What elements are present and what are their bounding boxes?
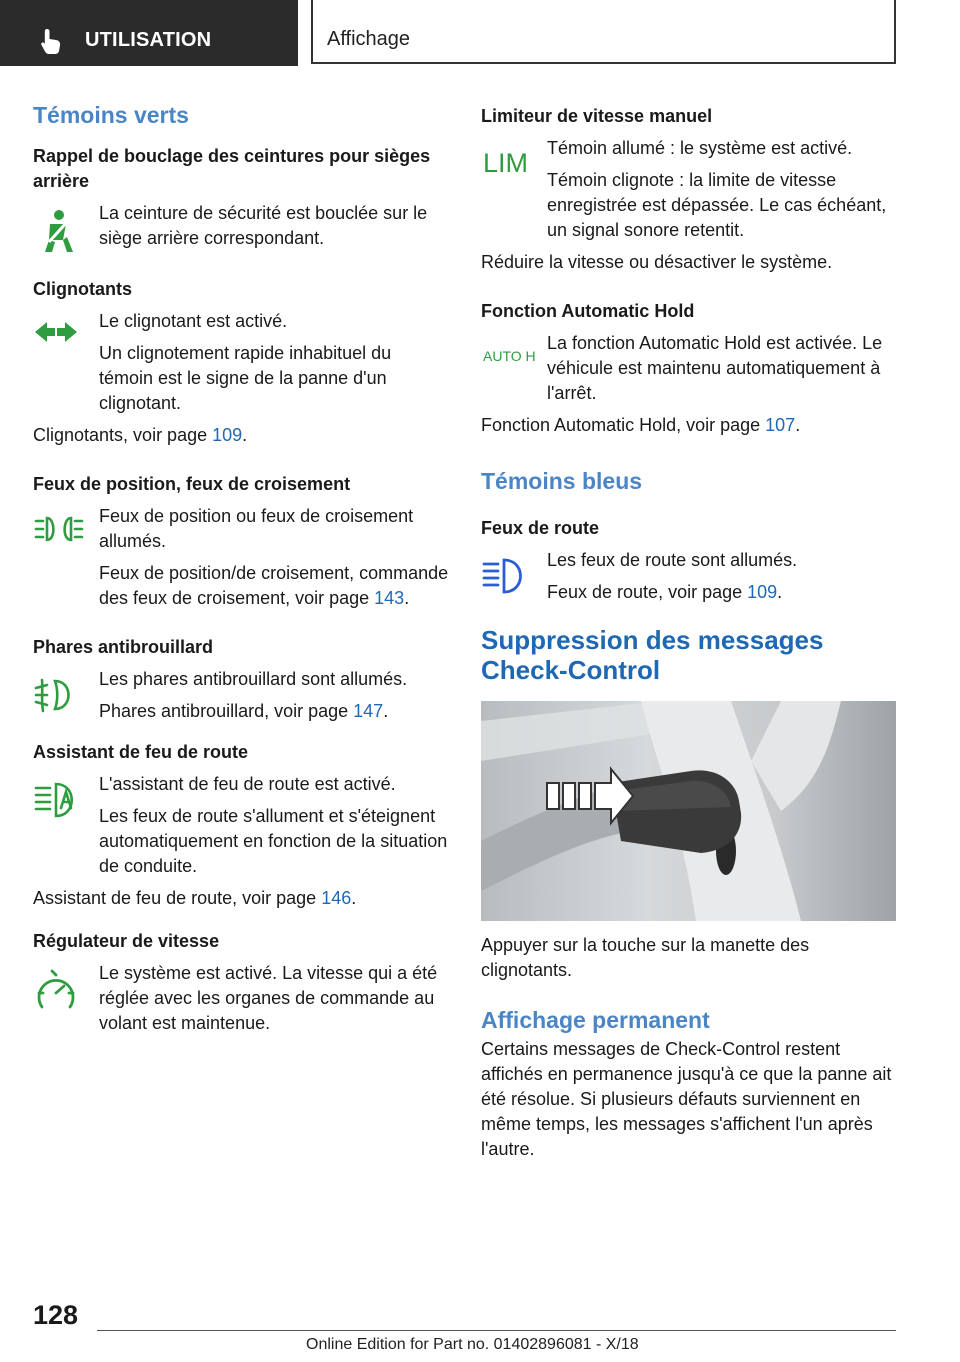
autoh-ref: Fonction Automatic Hold, voir page 107. — [481, 415, 801, 435]
highbeam-ref: Feux de route, voir page 109. — [547, 582, 783, 602]
stalk-photo — [481, 701, 896, 921]
seatbelt-icon — [33, 209, 79, 253]
highbeam-item — [481, 548, 897, 605]
turn-text-2: Un clignotement rapide inhabituel du témoin est le signe de la panne d'un clignotant. — [99, 343, 392, 413]
hba-ref: Assistant de feu de route, voir page 146. — [33, 888, 357, 908]
seatbelt-heading: Rappel de bouclage des ceintures pour sièges arrière — [33, 146, 431, 191]
fog-light-icon — [33, 675, 81, 715]
lim-heading: Limiteur de vitesse manuel — [481, 106, 713, 126]
section-tab — [0, 0, 298, 66]
fog-heading: Phares antibrouillard — [33, 637, 214, 657]
highbeam-text-1: Les feux de route sont allumés. — [547, 550, 798, 570]
cruise-item — [33, 961, 449, 1036]
autoh-item — [481, 331, 897, 406]
fog-text-1: Les phares antibrouillard sont allumés. — [99, 669, 408, 689]
lowbeam-page-link[interactable]: 143 — [374, 588, 405, 608]
highbeam-page-link[interactable]: 109 — [747, 582, 778, 602]
turn-item — [33, 309, 449, 416]
cruise-heading: Régulateur de vitesse — [33, 931, 220, 951]
chapter-tab — [311, 0, 896, 64]
suppression-title: Suppression des messages Check-Control — [481, 625, 824, 685]
lowbeam-heading: Feux de position, feux de croisement — [33, 474, 351, 494]
autoh-heading: Fonction Automatic Hold — [481, 301, 695, 321]
turn-heading: Clignotants — [33, 279, 132, 299]
turn-signal-icon — [33, 317, 79, 347]
hba-item — [33, 772, 449, 879]
fog-item — [33, 667, 449, 724]
lowbeam-text-1: Feux de position ou feux de croisement allumés. — [99, 506, 414, 551]
cruise-text-1: Le système est activé. La vitesse qui a été réglée avec les organes de commande au volant est maintenue. — [99, 963, 438, 1033]
blue-indicators-title: Témoins bleus — [481, 468, 643, 494]
turn-stalk-illustration — [481, 701, 896, 921]
seatbelt-item — [33, 201, 449, 253]
fog-ref: Phares antibrouillard, voir page 147. — [99, 701, 389, 721]
seatbelt-text: La ceinture de sécurité est bouclée sur le siège arrière correspondant. — [99, 203, 428, 248]
auto-hold-icon — [481, 339, 541, 369]
lim-text-2: Témoin clignote : la limite de vitesse enregistrée est dépassée. Le cas échéant, un signal sonore retentit. — [547, 170, 887, 240]
right-column — [481, 100, 897, 1162]
page-number: 128 — [33, 1300, 79, 1330]
edition-note: Online Edition for Part no. 01402896081 - X/18 — [306, 1336, 639, 1353]
lim-item — [481, 136, 897, 243]
lowbeam-text-2: Feux de position/de croisement, commande des feux de croisement, voir page 143. — [99, 563, 449, 608]
hand-pointer-icon — [36, 26, 66, 56]
permanent-text: Certains messages de Check-Control restent affichés en permanence jusqu'à ce que la panne ait été résolue. Si plusieurs défauts surviennent en même temps, les messages s'affichent l'un après l'autre. — [481, 1039, 892, 1159]
turn-page-link[interactable]: 109 — [212, 425, 243, 445]
chapter-label: Affichage — [327, 28, 411, 50]
speed-limiter-icon — [481, 144, 537, 178]
footer-rule — [97, 1330, 896, 1331]
suppression-text: Appuyer sur la touche sur la manette des clignotants. — [481, 935, 810, 980]
cruise-control-icon — [33, 969, 79, 1013]
autoh-page-link[interactable]: 107 — [765, 415, 796, 435]
hba-text-1: L'assistant de feu de route est activé. — [99, 774, 396, 794]
green-indicators-title: Témoins verts — [33, 102, 189, 128]
permanent-title: Affichage permanent — [481, 1007, 710, 1033]
lim-text-1: Témoin allumé : le système est activé. — [547, 138, 853, 158]
svg-text:AUTO H: AUTO H — [483, 348, 536, 364]
left-column — [33, 100, 449, 1036]
turn-ref: Clignotants, voir page 109. — [33, 425, 248, 445]
section-label: UTILISATION — [85, 29, 212, 51]
low-beam-icon — [33, 512, 85, 546]
lowbeam-item — [33, 504, 449, 611]
autoh-text-1: La fonction Automatic Hold est activée. Le véhicule est maintenu automatiquement à l'arrêt. — [547, 333, 883, 403]
high-beam-icon — [481, 556, 533, 596]
high-beam-assistant-icon — [33, 780, 85, 820]
svg-text:LIM: LIM — [483, 148, 529, 178]
fog-page-link[interactable]: 147 — [353, 701, 384, 721]
hba-heading: Assistant de feu de route — [33, 742, 249, 762]
turn-text-1: Le clignotant est activé. — [99, 311, 288, 331]
lim-text-3: Réduire la vitesse ou désactiver le système. — [481, 252, 833, 272]
hba-text-2: Les feux de route s'allument et s'éteignent automatiquement en fonction de la situation de conduite. — [99, 806, 448, 876]
hba-page-link[interactable]: 146 — [321, 888, 352, 908]
highbeam-heading: Feux de route — [481, 518, 600, 538]
